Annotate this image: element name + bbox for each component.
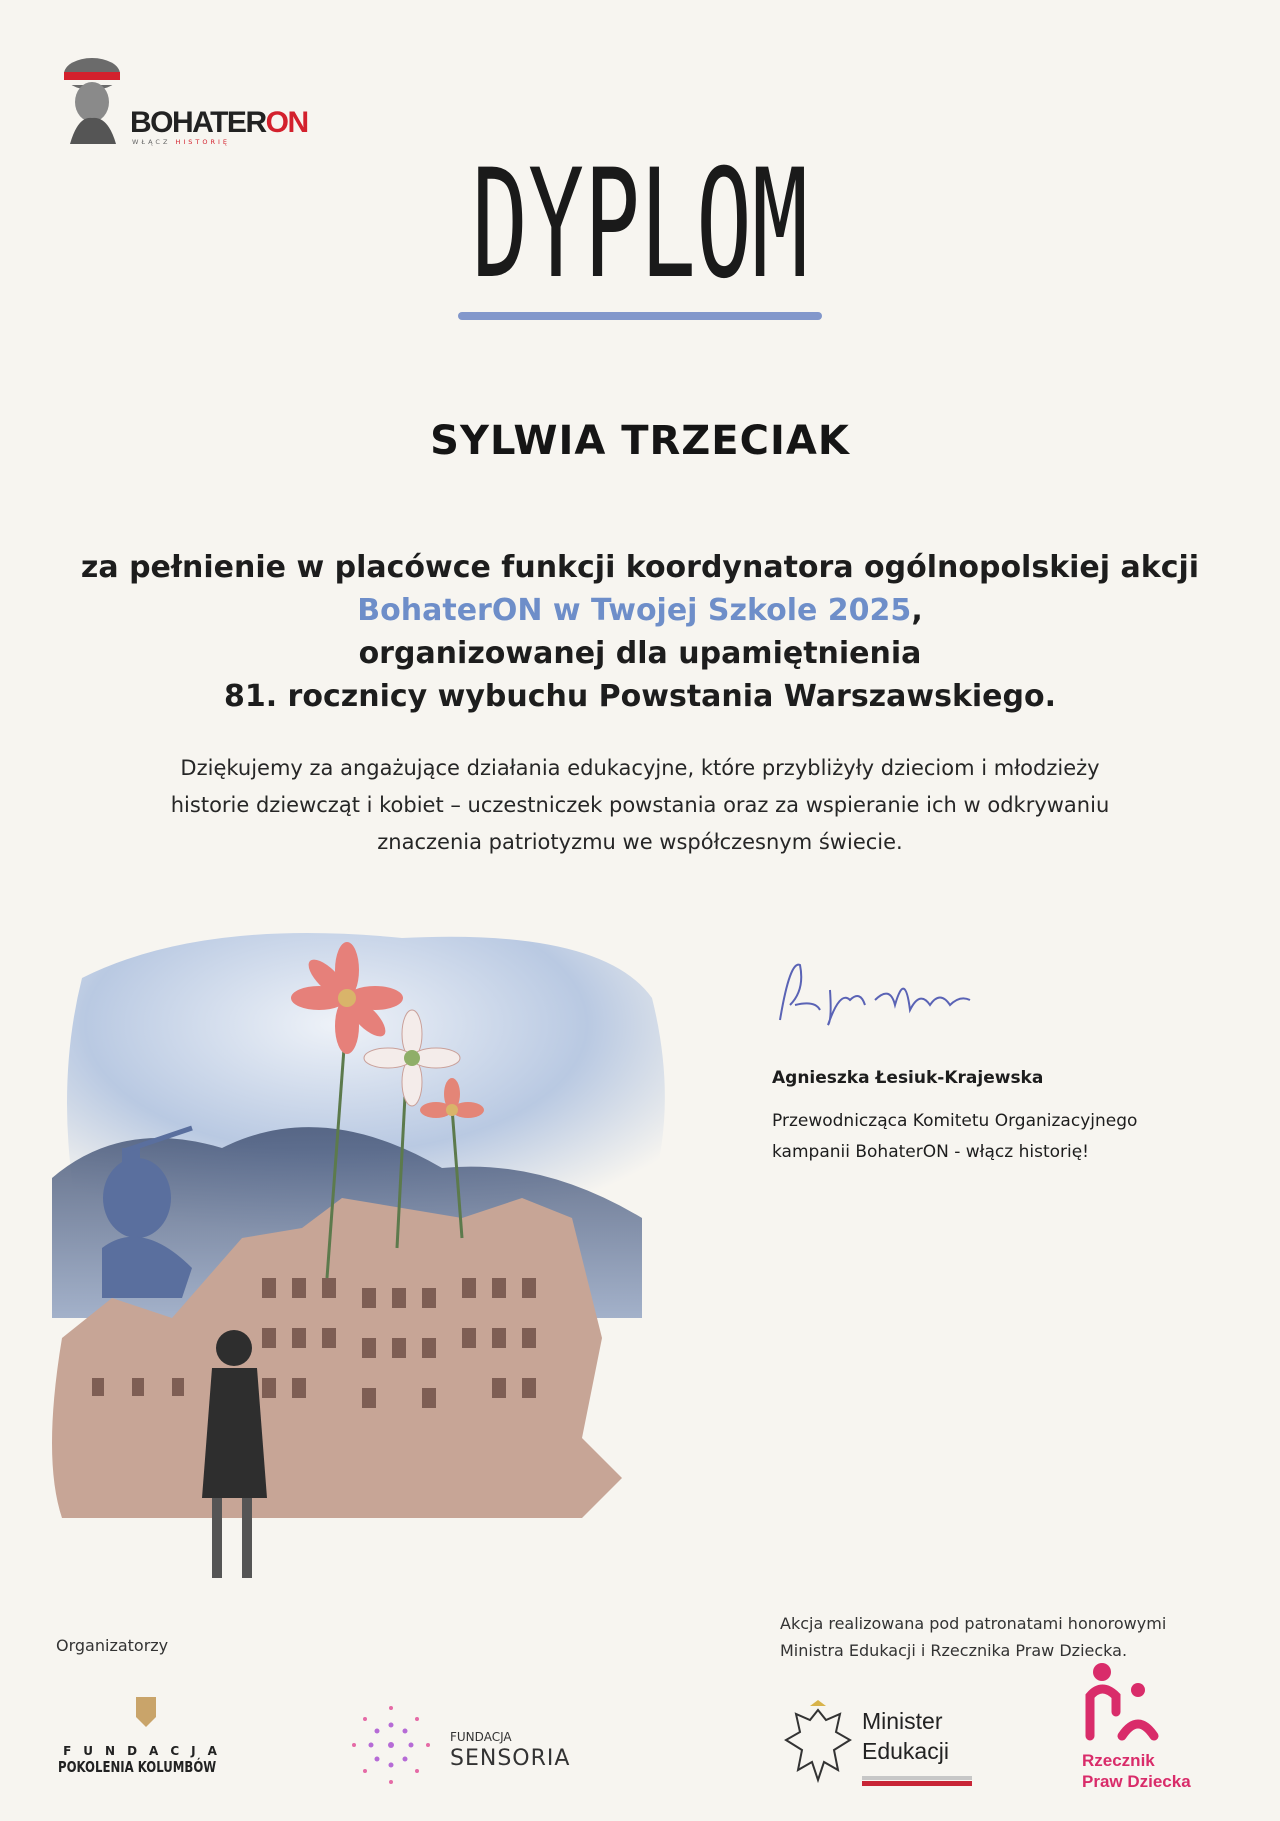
- warsaw-uprising-illustration: [42, 918, 682, 1598]
- organizers-label: Organizatorzy: [56, 1636, 169, 1655]
- thanks-paragraph: Dziękujemy za angażujące działania edukacyjne, które przybliżyły dzieciom i młodzieży historie dziewcząt i kobiet – uczestniczek powstania oraz za wspieranie ich w odkrywaniu znaczenia patriotyzmu we współczesnym świecie.: [170, 756, 1110, 854]
- signer-role: Przewodnicząca Komitetu Organizacyjnego kampanii BohaterON - włącz historię!: [772, 1111, 1138, 1162]
- soldier-helmet-icon: [58, 54, 138, 144]
- reason-campaign-line: BohaterON w Twojej Szkole 2025,: [357, 593, 923, 628]
- crest-icon: [131, 1692, 161, 1732]
- reason-line: za pełnienie w placówce funkcji koordynatora ogólnopolskiej akcji: [80, 550, 1200, 585]
- logo-tagline: WŁĄCZ HISTORIĘ: [132, 138, 231, 146]
- rzecznik-praw-dziecka-logo: Rzecznik Praw Dziecka: [1082, 1656, 1222, 1786]
- minister-edukacji-logo: Minister Edukacji: [780, 1700, 980, 1790]
- patronage-note: Akcja realizowana pod patronatami honorowymi Ministra Edukacji i Rzecznika Praw Dziecka.: [780, 1614, 1167, 1660]
- bohateron-logo: [58, 54, 308, 149]
- reason-line: organizowanej dla upamiętnienia: [358, 636, 922, 671]
- award-reason: [0, 546, 1280, 718]
- campaign-name: BohaterON w Twojej Szkole 2025: [357, 593, 912, 628]
- white-eagle-icon: [780, 1700, 856, 1790]
- sensoria-dots-icon: [346, 1700, 436, 1790]
- recipient-name: SYLWIA TRZECIAK: [430, 418, 850, 464]
- handwritten-signature: [770, 950, 990, 1035]
- reason-line: 81. rocznicy wybuchu Powstania Warszawskiego.: [223, 679, 1057, 714]
- fundacja-sensoria-logo: FUNDACJA SENSORIA: [346, 1700, 586, 1790]
- fundacja-pokolenia-kolumbow-logo: FUNDACJA POKOLENIA KOLUMBÓW: [56, 1692, 236, 1792]
- logo-wordmark: BOHATERON: [130, 106, 308, 139]
- signer-name: Agnieszka Łesiuk-Krajewska: [772, 1068, 1044, 1088]
- rpd-figures-icon: [1082, 1656, 1162, 1746]
- page-title: DYPLOM: [472, 138, 808, 312]
- title-underline: [458, 312, 822, 320]
